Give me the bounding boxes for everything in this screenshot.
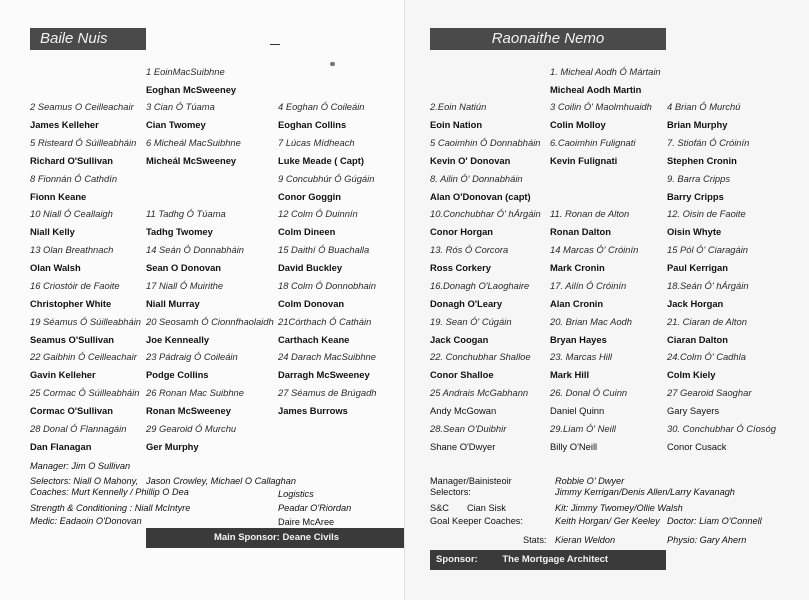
player-english-name: Kevin O' Donovan (430, 155, 511, 166)
right-selectors: Jimmy Kerrigan/Denis Allen/Larry Kavanagh (555, 487, 735, 497)
left-selectors: Selectors: Niall O Mahony, (30, 476, 139, 486)
player-irish-name: 1 EoinMacSuibhne (146, 66, 225, 77)
player-entry (30, 173, 117, 203)
player-english-name: Alan Cronin (550, 298, 604, 309)
player-english-name: James Kelleher (30, 119, 99, 130)
player-irish-name: 18 Colm Ó Donnobhain (278, 280, 376, 291)
player-irish-name: 9 Concubhúr Ó Gúgáin (278, 173, 375, 184)
player-entry (278, 316, 371, 346)
player-entry (667, 423, 776, 453)
left-strength: Strength & Conditioning : Niall McIntyre (30, 503, 191, 513)
player-entry (430, 208, 541, 238)
player-english-name: Conor Horgan (430, 226, 494, 237)
player-entry (667, 351, 746, 381)
player-irish-name: 15 Daithí Ó Buachalla (278, 244, 370, 255)
player-entry (430, 137, 541, 167)
left-daire: Daire McAree (278, 517, 335, 527)
right-physio: Physio: Gary Ahern (667, 535, 747, 545)
player-irish-name: 21. Ciaran de Alton (667, 316, 747, 327)
player-irish-name: 24.Colm Ó' Cadhla (667, 351, 746, 362)
player-irish-name: 8. Ailin Ó' Donnabháin (430, 173, 523, 184)
player-entry (278, 101, 365, 131)
player-entry (30, 351, 137, 381)
right-sponsor-bar (430, 550, 666, 570)
player-english-name: Cormac O'Sullivan (30, 405, 113, 416)
player-irish-name: 11. Ronan de Alton (550, 208, 630, 219)
player-english-name: Ross Corkery (430, 262, 491, 273)
right-stats-label: Stats: (523, 535, 547, 545)
player-english-name: Dan Flanagan (30, 441, 92, 452)
right-team-title: Raonaithe Nemo (430, 28, 666, 50)
player-english-name: Eoghan Collins (278, 119, 347, 130)
player-entry (550, 101, 652, 131)
player-irish-name: 17 Niall Ó Muirithe (146, 280, 224, 291)
player-english-name: Tadhg Twomey (146, 226, 213, 237)
player-entry (30, 423, 126, 453)
player-irish-name: 26. Donal Ó Cuinn (550, 387, 628, 398)
player-entry (30, 137, 136, 167)
right-sponsor-text: The Mortgage Architect (502, 554, 609, 565)
player-english-name: Colm Dineen (278, 226, 336, 237)
player-english-name: Ronan McSweeney (146, 405, 231, 416)
player-irish-name: 22 Gaibhin Ó Ceilleachair (30, 351, 137, 362)
player-irish-name: 23. Marcas Hill (550, 351, 612, 362)
player-entry (278, 387, 377, 417)
player-entry (550, 208, 629, 238)
player-english-name: Billy O'Neill (550, 441, 598, 452)
player-entry (278, 351, 376, 381)
player-irish-name: 10.Conchubhar Ó' hÁrgáin (430, 208, 541, 219)
right-manager-label: Manager/Bainisteoir (430, 476, 512, 486)
player-entry (430, 173, 531, 203)
player-entry (146, 137, 241, 167)
player-irish-name: 29 Gearoid Ó Murchu (146, 423, 237, 434)
player-entry (30, 244, 113, 274)
left-sponsor-text: Main Sponsor: Deane Civils (213, 532, 340, 543)
right-doctor: Doctor: Liam O'Connell (667, 516, 762, 526)
left-peadar: Peadar O'Riordan (278, 503, 352, 513)
player-entry (146, 244, 244, 274)
player-irish-name: 21Córthach Ó Catháin (278, 316, 372, 327)
player-english-name: Conor Goggin (278, 191, 342, 202)
right-sc: Cian Sisk (467, 503, 506, 513)
player-irish-name: 20. Brian Mac Aodh (550, 316, 632, 327)
player-english-name: Niall Kelly (30, 226, 75, 237)
player-irish-name: 24 Darach MacSuibhne (278, 351, 376, 362)
player-entry (550, 351, 612, 381)
player-irish-name: 16 Criostóir de Faoite (30, 280, 120, 291)
player-irish-name: 28.Sean O'Duibhir (430, 423, 507, 434)
player-entry (430, 244, 508, 274)
player-english-name: James Burrows (278, 405, 348, 416)
player-entry (30, 316, 141, 346)
player-english-name: Alan O'Donovan (capt) (430, 191, 531, 202)
player-english-name: Olan Walsh (30, 262, 81, 273)
player-english-name: Jack Coogan (430, 334, 489, 345)
player-english-name: Kevin Fulignati (550, 155, 618, 166)
player-irish-name: 5 Risteard Ó Súilleabháin (30, 137, 137, 148)
player-english-name: Ronan Dalton (550, 226, 611, 237)
player-irish-name: 27 Séamus de Brúgadh (278, 387, 377, 398)
player-irish-name: 27 Gearoid Saoghar (667, 387, 752, 398)
player-entry (667, 280, 749, 310)
right-gk: Keith Horgan/ Ger Keeley (555, 516, 660, 526)
player-english-name: Luke Meade ( Capt) (278, 155, 364, 166)
player-entry (430, 423, 506, 453)
player-entry (430, 316, 512, 346)
player-english-name: Joe Kenneally (146, 334, 210, 345)
player-english-name: Conor Cusack (667, 441, 727, 452)
right-kit: Kit: Jimmy Twomey/Ollie Walsh (555, 503, 683, 513)
player-entry (667, 137, 749, 167)
player-irish-name: 7. Stiofán Ó Cróinín (667, 137, 750, 148)
player-entry (667, 387, 751, 417)
player-english-name: Gavin Kelleher (30, 369, 96, 380)
player-english-name: Bryan Hayes (550, 334, 607, 345)
player-irish-name: 22. Conchubhar Shalloe (430, 351, 531, 362)
player-entry (550, 280, 626, 310)
right-selectors-label: Selectors: (430, 487, 471, 497)
player-irish-name: 28 Donal Ó Flannagáin (30, 423, 127, 434)
player-irish-name: 13. Rós Ó Corcora (430, 244, 509, 255)
player-english-name: Conor Shalloe (430, 369, 494, 380)
player-entry (430, 101, 486, 131)
player-entry (146, 208, 226, 238)
right-sponsor-label: Sponsor: (436, 554, 478, 565)
player-entry (30, 208, 113, 238)
player-english-name: Mark Hill (550, 369, 590, 380)
player-entry (430, 351, 531, 381)
player-entry (430, 387, 528, 417)
right-sc-label: S&C (430, 503, 449, 513)
player-english-name: Colm Kiely (667, 369, 716, 380)
player-irish-name: 3 Cian Ó Túama (146, 101, 215, 112)
player-english-name: David Buckley (278, 262, 343, 273)
player-irish-name: 16.Donagh O'Laoghaire (430, 280, 530, 291)
player-english-name: Eoin Nation (430, 119, 483, 130)
player-english-name: Sean O Donovan (146, 262, 222, 273)
player-irish-name: 25 Andrais McGabhann (430, 387, 529, 398)
player-english-name: Donagh O'Leary (430, 298, 503, 309)
player-entry (550, 423, 616, 453)
left-medic: Medic: Eadaoin O'Donovan (30, 516, 142, 526)
player-entry (146, 316, 274, 346)
player-english-name: Gary Sayers (667, 405, 720, 416)
player-english-name: Shane O'Dwyer (430, 441, 496, 452)
player-english-name: Eoghan McSweeney (146, 84, 237, 95)
player-english-name: Niall Murray (146, 298, 200, 309)
player-irish-name: 8 Fionnán Ó Cathdín (30, 173, 118, 184)
player-irish-name: 18.Seán Ó' hÁrgáin (667, 280, 749, 291)
player-irish-name: 11 Tadhg Ó Túama (146, 208, 226, 219)
player-irish-name: 1. Micheal Aodh Ó Mártain (550, 66, 661, 77)
right-page (405, 0, 809, 600)
player-irish-name: 14 Marcas Ó' Cróinín (550, 244, 639, 255)
left-selectors-more: Jason Crowley, Michael O Callaghan (146, 476, 296, 486)
stray-dash (270, 44, 280, 45)
player-irish-name: 13 Olan Breathnach (30, 244, 114, 255)
player-entry (550, 137, 635, 167)
player-irish-name: 20 Seosamh Ó Cionnfhaolaidh (146, 316, 274, 327)
player-english-name: Cian Twomey (146, 119, 206, 130)
player-entry (146, 101, 215, 131)
player-entry (146, 387, 244, 417)
player-entry (278, 280, 376, 310)
player-irish-name: 5 Caoimhin Ó Donnabháin (430, 137, 541, 148)
right-stats: Kieran Weldon (555, 535, 616, 545)
player-irish-name: 23 Pádraig Ó Coileáin (146, 351, 238, 362)
player-entry (146, 280, 223, 310)
player-english-name: Micheál McSweeney (146, 155, 237, 166)
player-irish-name: 19. Sean Ó' Cúgáin (430, 316, 512, 327)
player-english-name: Barry Cripps (667, 191, 724, 202)
player-english-name: Jack Horgan (667, 298, 724, 309)
player-irish-name: 7 Lúcas Mídheach (278, 137, 355, 148)
player-english-name: Ciaran Dalton (667, 334, 728, 345)
player-english-name: Micheal Aodh Martin (550, 84, 642, 95)
player-entry (667, 208, 746, 238)
player-irish-name: 9. Barra Cripps (667, 173, 731, 184)
player-irish-name: 30. Conchubhar Ó Cíosóg (667, 423, 776, 434)
left-team-title: Baile Nuis (30, 28, 146, 50)
player-irish-name: 29.Liam Ó' Neill (550, 423, 616, 434)
player-entry (30, 280, 120, 310)
player-entry (30, 101, 134, 131)
player-english-name: Mark Cronin (550, 262, 605, 273)
player-english-name: Ger Murphy (146, 441, 199, 452)
player-entry (550, 387, 627, 417)
player-irish-name: 14 Seán Ó Donnabháin (146, 244, 244, 255)
player-irish-name: 4 Brian Ó Murchú (667, 101, 741, 112)
player-entry (550, 316, 632, 346)
player-english-name: Richard O'Sullivan (30, 155, 113, 166)
player-entry (146, 66, 236, 96)
right-manager: Robbie O' Dwyer (555, 476, 625, 486)
player-entry (667, 316, 747, 346)
player-entry (146, 423, 236, 453)
player-entry (667, 244, 748, 274)
player-irish-name: 12 Colm Ó Duinnín (278, 208, 358, 219)
player-entry (550, 244, 638, 274)
player-entry (278, 173, 374, 203)
player-english-name: Brian Murphy (667, 119, 728, 130)
player-english-name: Stephen Cronin (667, 155, 737, 166)
player-irish-name: 3 Coilin Ó' Maolmhuaidh (550, 101, 652, 112)
player-irish-name: 25 Cormac Ó Súilleabháin (30, 387, 140, 398)
stray-mark (330, 62, 335, 66)
left-manager: Manager: Jim O Sullivan (30, 461, 131, 471)
player-english-name: Andy McGowan (430, 405, 497, 416)
player-irish-name: 12. Oisin de Faoite (667, 208, 746, 219)
player-entry (667, 173, 730, 203)
player-english-name: Christopher White (30, 298, 112, 309)
player-english-name: Fionn Keane (30, 191, 87, 202)
player-entry (278, 244, 369, 274)
left-coaches: Coaches: Murt Kennelly / Phillip O Dea (30, 487, 189, 497)
player-entry (30, 387, 139, 417)
right-gk-label: Goal Keeper Coaches: (430, 516, 523, 526)
player-english-name: Seamus O'Sullivan (30, 334, 115, 345)
player-entry (146, 351, 238, 381)
player-irish-name: 2.Eoin Natiún (430, 101, 487, 112)
player-english-name: Colm Donovan (278, 298, 345, 309)
player-english-name: Paul Kerrigan (667, 262, 728, 273)
left-sponsor-bar (146, 528, 407, 548)
player-english-name: Carthach Keane (278, 334, 350, 345)
player-entry (278, 137, 364, 167)
player-english-name: Oisin Whyte (667, 226, 722, 237)
player-entry (667, 101, 740, 131)
player-entry (550, 66, 661, 96)
player-irish-name: 19 Séamus Ó Súilleabháin (30, 316, 142, 327)
player-irish-name: 6 Micheál MacSuibhne (146, 137, 241, 148)
player-irish-name: 10 Niall Ó Ceallaigh (30, 208, 113, 219)
player-irish-name: 17. Ailín Ó Cróinín (550, 280, 627, 291)
player-entry (278, 208, 358, 238)
player-english-name: Darragh McSweeney (278, 369, 370, 380)
player-irish-name: 15 Pól Ó' Ciaragáin (667, 244, 749, 255)
player-english-name: Podge Collins (146, 369, 209, 380)
player-entry (430, 280, 529, 310)
player-irish-name: 2 Seamus O Ceilleachair (30, 101, 134, 112)
player-irish-name: 4 Eoghan Ó Coileáin (278, 101, 365, 112)
player-english-name: Colin Molloy (550, 119, 606, 130)
player-english-name: Daniel Quinn (550, 405, 605, 416)
left-logistics: Logistics (278, 489, 314, 499)
player-irish-name: 6.Caoimhin Fulignati (550, 137, 636, 148)
player-irish-name: 26 Ronan Mac Suibhne (146, 387, 244, 398)
